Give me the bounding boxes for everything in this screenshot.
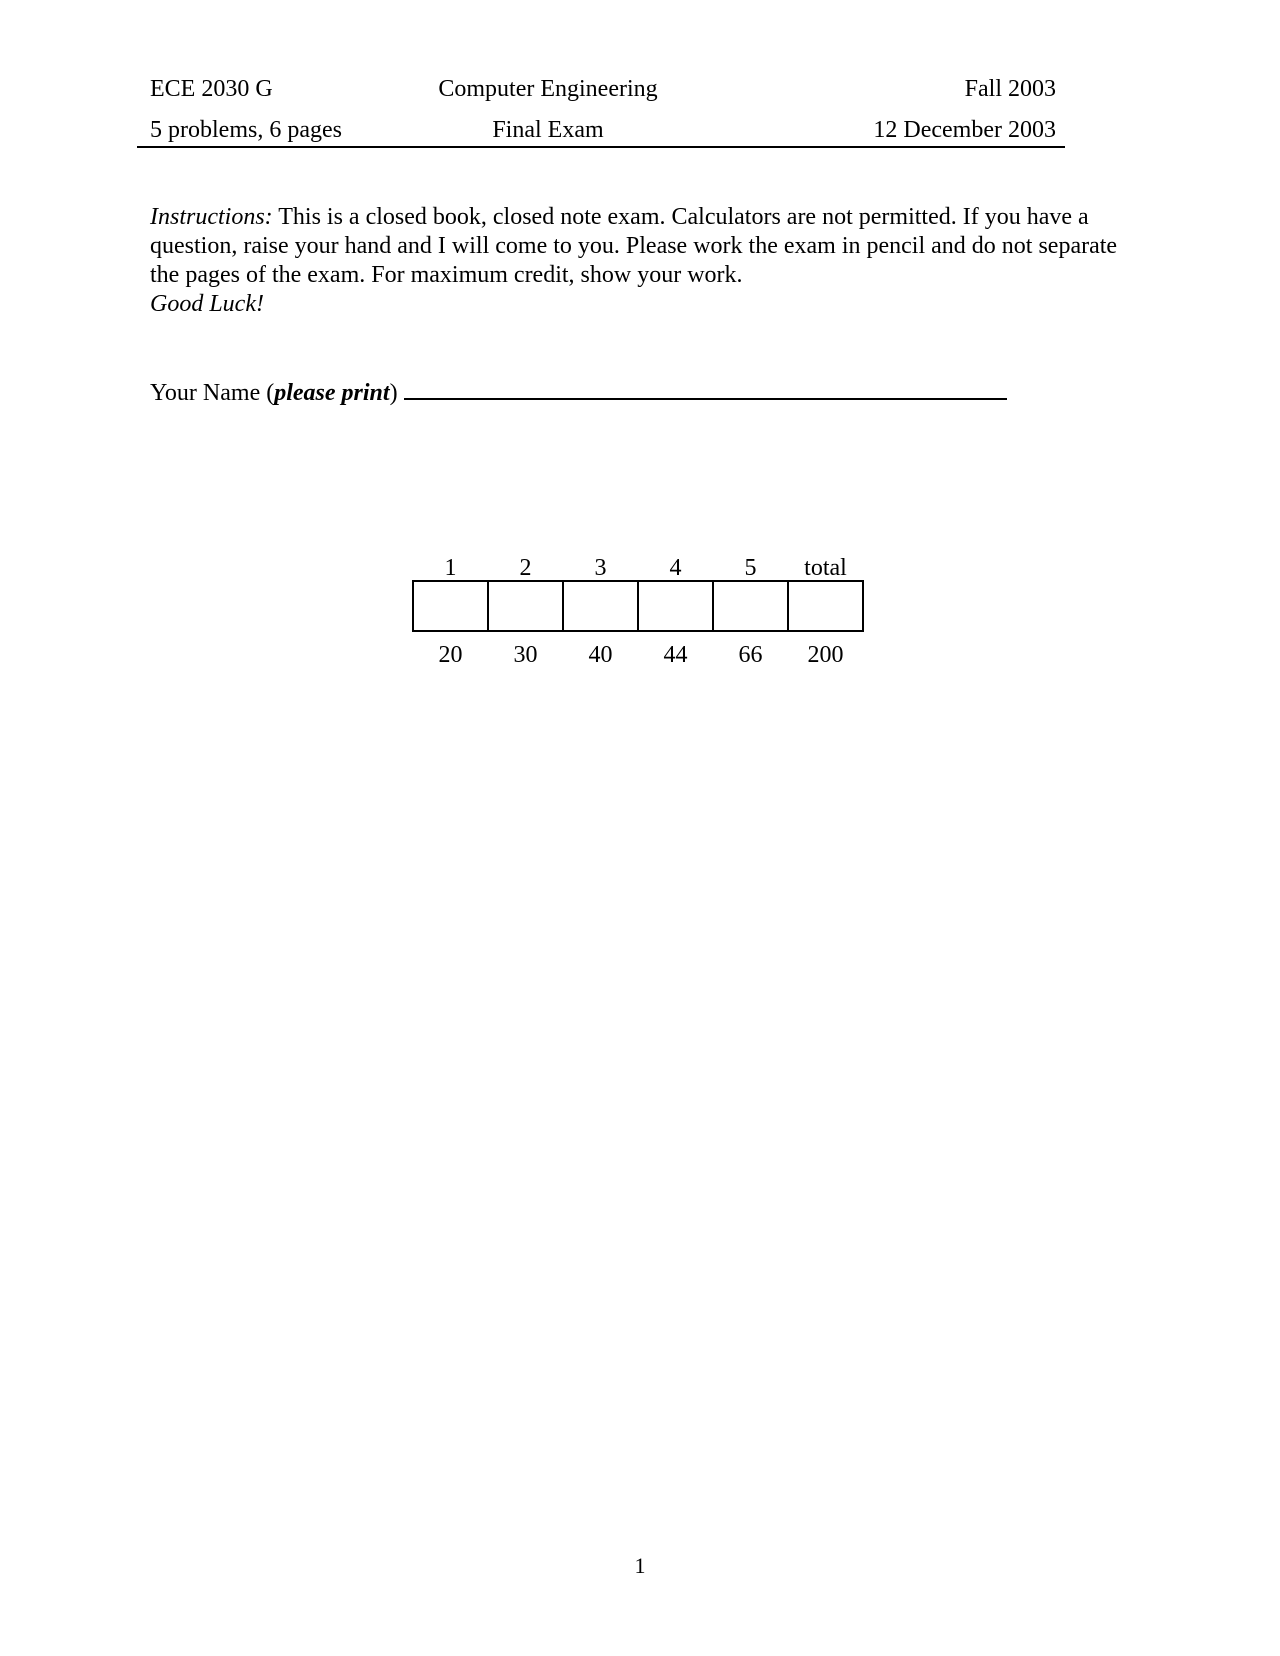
header-row-top — [150, 76, 1056, 106]
exam-term: Fall 2003 — [964, 76, 1056, 102]
score-box[interactable] — [713, 581, 788, 631]
score-column-label: 2 — [519, 555, 532, 581]
score-box[interactable] — [488, 581, 563, 631]
max-points-row — [413, 631, 863, 668]
instructions-text: This is a closed book, closed note exam. Calculators are not permitted. If you have a question, raise your hand and I will come to you. Please work the exam in pencil and do not separate the pages of the exam. For maximum credit, show your work. — [150, 204, 1118, 288]
instructions-block — [150, 203, 1120, 319]
score-column-label: 5 — [744, 555, 757, 581]
max-points-value: 66 — [738, 642, 763, 668]
score-table — [412, 552, 864, 668]
score-column-label: 3 — [594, 555, 607, 581]
max-points-value: 30 — [513, 642, 538, 668]
score-column-label: 1 — [444, 555, 457, 581]
problem-count: 5 problems, 6 pages — [150, 117, 342, 143]
max-points-value: 44 — [663, 642, 688, 668]
score-box[interactable] — [788, 581, 863, 631]
name-blank-line[interactable] — [404, 376, 1007, 400]
page-number: 1 — [634, 1553, 646, 1578]
score-column-label: 4 — [669, 555, 682, 581]
score-box[interactable] — [413, 581, 488, 631]
max-points-value: 40 — [588, 642, 613, 668]
max-points-value: 200 — [807, 642, 844, 668]
course-subject: Computer Engineering — [438, 76, 658, 102]
score-header-row — [413, 552, 863, 581]
score-box-row — [413, 581, 863, 631]
header-row-bottom — [150, 117, 1056, 147]
score-column-label: total — [804, 555, 847, 581]
header-divider — [137, 146, 1065, 148]
score-box[interactable] — [638, 581, 713, 631]
max-points-value: 20 — [438, 642, 463, 668]
course-code: ECE 2030 G — [150, 76, 273, 102]
exam-date: 12 December 2003 — [873, 117, 1056, 143]
score-box[interactable] — [563, 581, 638, 631]
name-label-prefix: Your Name ( — [150, 380, 275, 406]
exam-type: Final Exam — [492, 117, 604, 143]
instructions-label: Instructions: — [150, 204, 273, 230]
name-field — [150, 376, 1007, 407]
name-label-emphasis: please print — [274, 380, 390, 406]
name-label-suffix: ) — [389, 380, 398, 406]
good-luck-text: Good Luck! — [150, 291, 264, 317]
